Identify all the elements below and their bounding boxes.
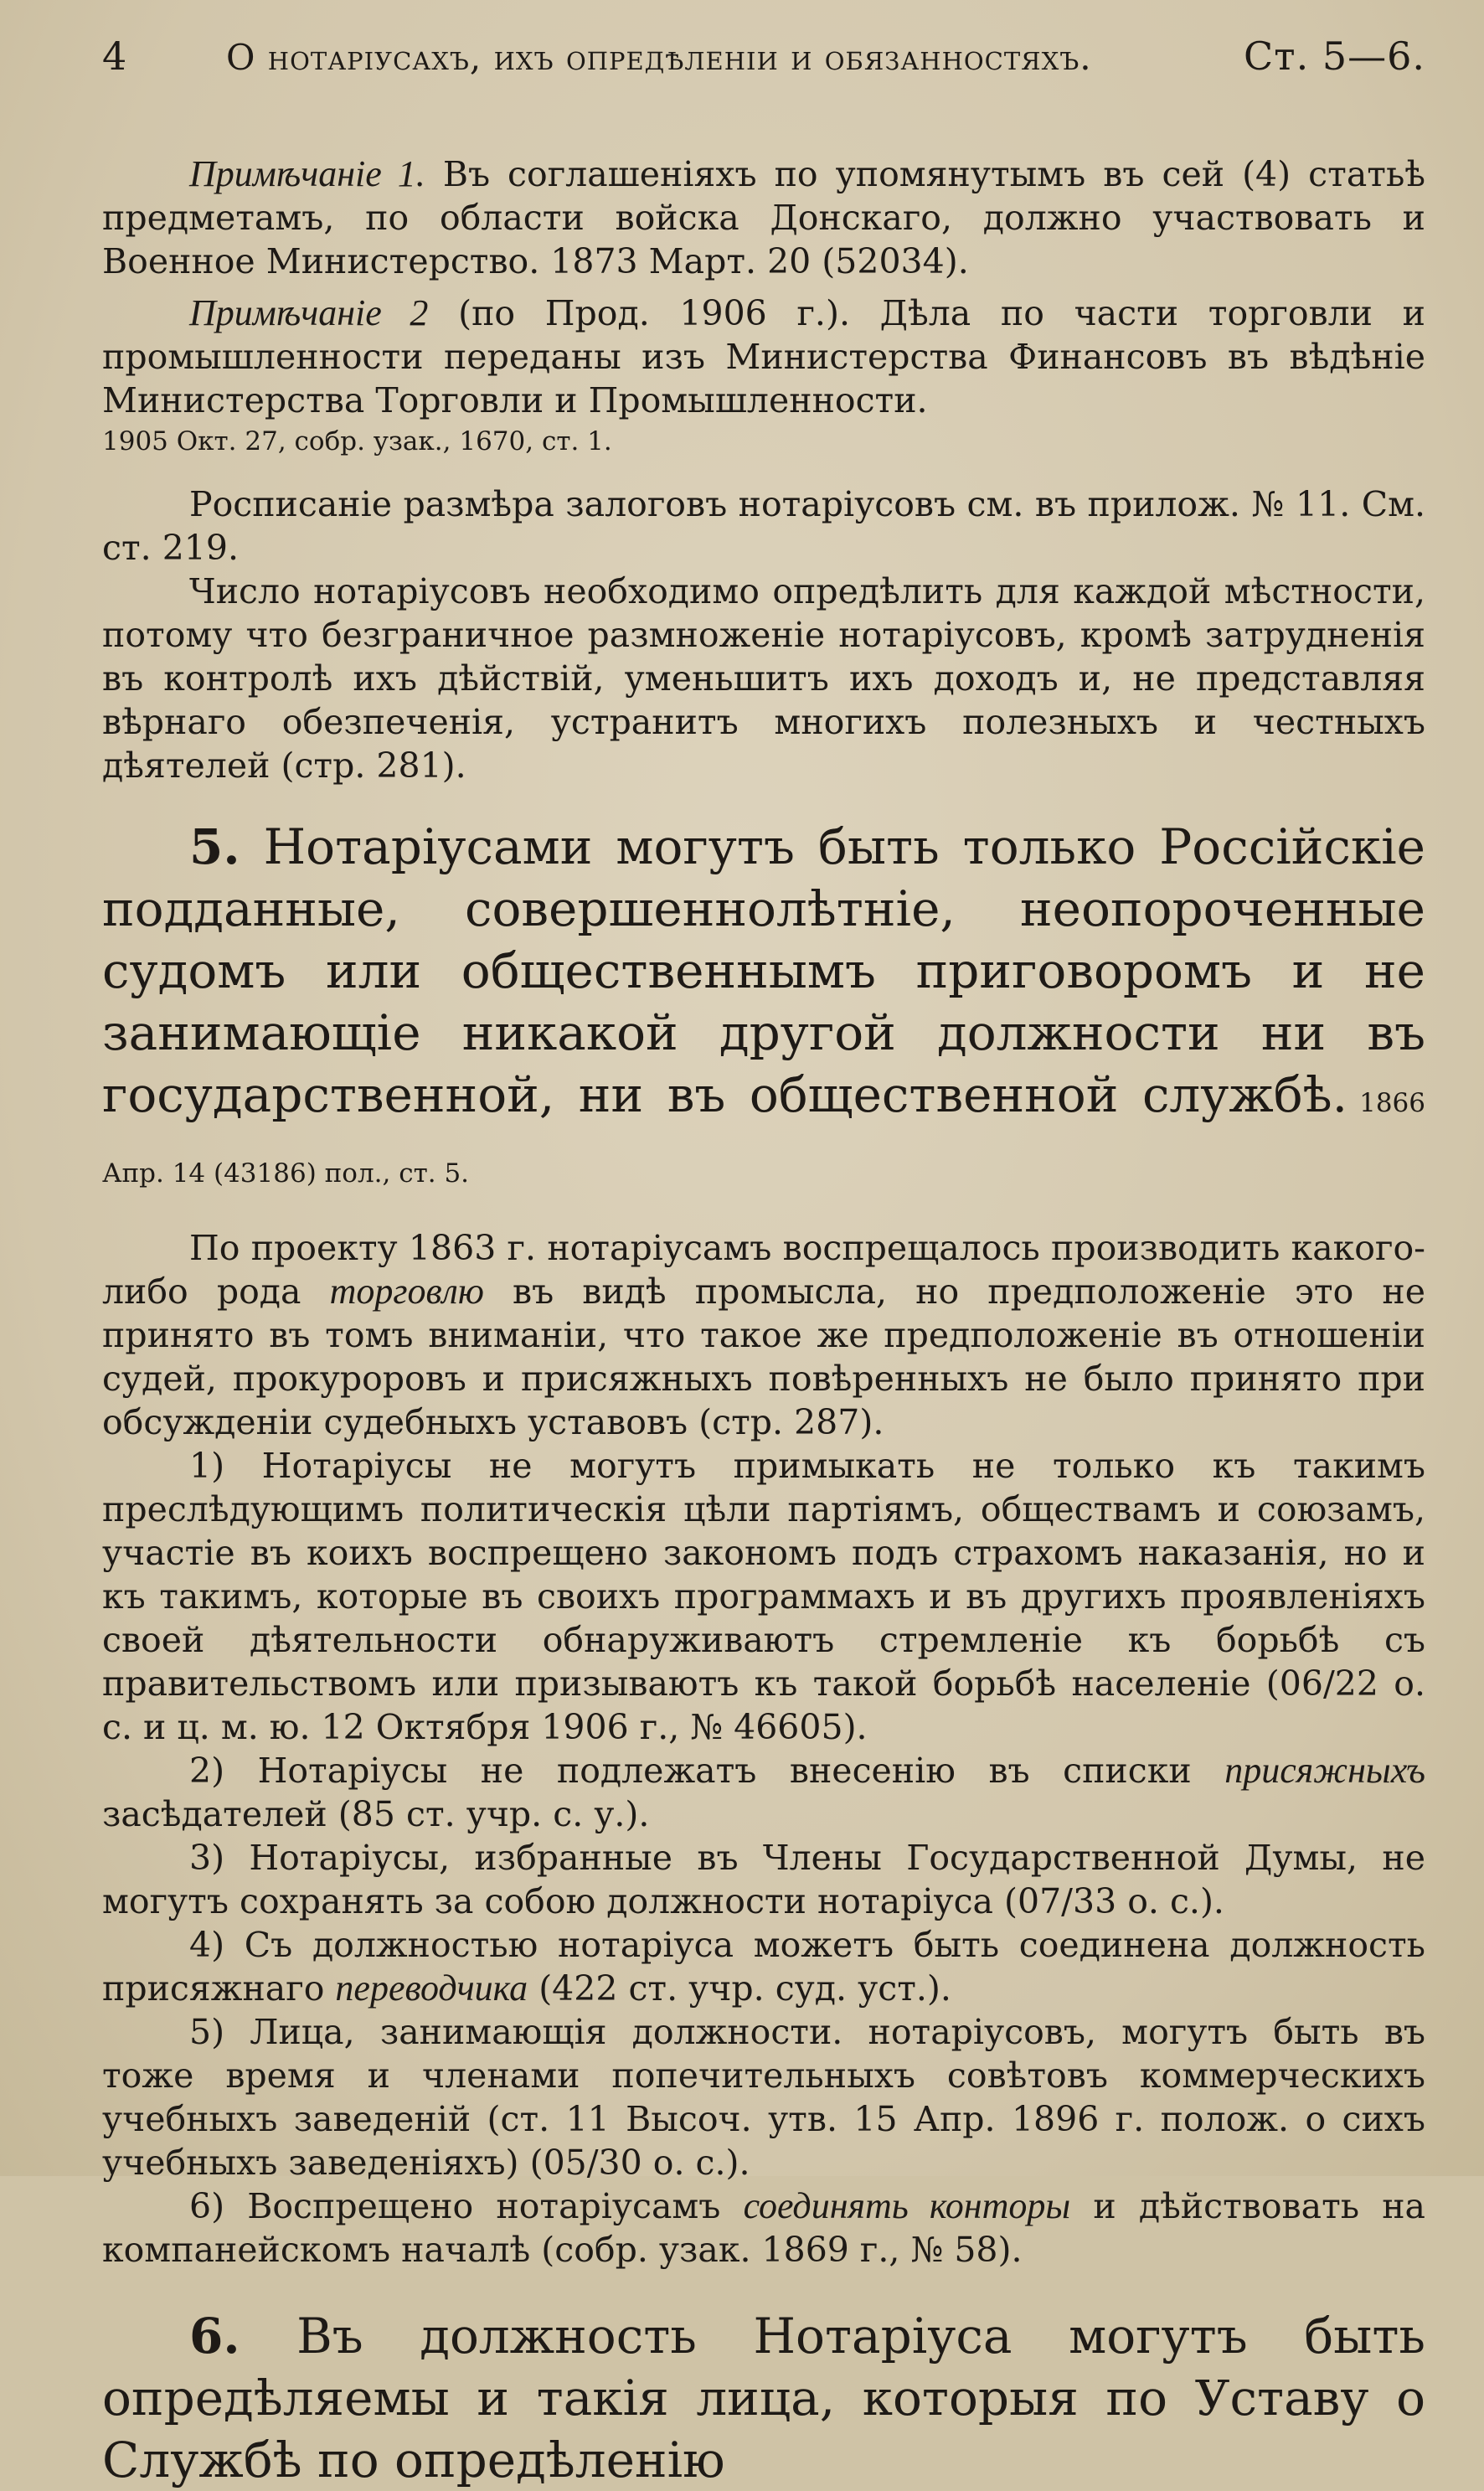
item-6-emphasis: соединять конторы <box>743 2185 1071 2226</box>
article-6-text: Въ должность Нотаріуса могутъ быть опредѣляемы и такія лица, которыя по Уставу о Службѣ по опредѣленію <box>102 2308 1425 2488</box>
note-1 <box>102 152 1425 283</box>
spacer <box>102 2272 1425 2305</box>
commentary-pledge-schedule: Росписаніе размѣра залоговъ нотаріусовъ см. въ прилож. № 11. См. ст. 219. <box>102 484 1425 568</box>
commentary-5-intro-rest: въ видѣ промысла, но предположеніе это не принято въ томъ вниманіи, что такое же предположеніе въ отношеніи судей, прокуроровъ и присяжныхъ повѣренныхъ не было принято при обсужденіи судебныхъ уставовъ (стр. 287). <box>102 1271 1425 1442</box>
note-1-text: Въ соглашеніяхъ по упомянутымъ въ сей (4) статьѣ предметамъ, по области войска Донскаго, должно участвовать и Военное Министерство. 1873 Март. 20 (52034). <box>102 154 1425 281</box>
note-2-citation: 1905 Окт. 27, собр. узак., 1670, ст. 1. <box>102 426 612 456</box>
commentary-notary-count: Число нотаріусовъ необходимо опредѣлить для каждой мѣстности, потому что безграничное размноженіе нотаріусовъ, кромѣ затрудненія въ контролѣ ихъ дѣйствій, уменьшитъ ихъ доходъ и, не представляя вѣрнаго обезпеченія, устранитъ многихъ полезныхъ и честныхъ дѣятелей (стр. 281). <box>102 571 1425 786</box>
commentary-5-item-2 <box>102 1749 1425 1836</box>
note-2-text: (по Прод. 1906 г.). Дѣла по части торговли и промышленности переданы изъ Министерства Финансовъ въ вѣдѣніе Министерства Торговли и Промышленности. <box>102 293 1425 420</box>
spacer <box>102 787 1425 816</box>
article-5-number: 5. <box>189 818 240 875</box>
page-number: 4 <box>102 34 128 79</box>
page-header <box>102 34 1425 79</box>
commentary-5-item-5: 5) Лица, занимающія должности. нотаріусовъ, могутъ быть въ тоже время и членами попечительныхъ совѣтовъ коммерческихъ учебныхъ заведеній (ст. 11 Высоч. утв. 15 Апр. 1896 г. полож. о сихъ учебныхъ заведеніяхъ) (05/30 о. с.). <box>102 2012 1425 2183</box>
article-5-text: Нотаріусами могутъ быть только Россійскіе подданные, совершеннолѣтніе, неопороченные судомъ или общественнымъ приговоромъ и не занимающіе никакой другой должности ни въ государственной, ни въ общественной службѣ. <box>102 818 1426 1123</box>
commentary-5-intro-emphasis: торговлю <box>329 1271 484 1312</box>
item-4-emphasis: переводчика <box>335 1968 528 2009</box>
spacer <box>102 1204 1425 1226</box>
commentary-5-item-3: 3) Нотаріусы, избранные въ Члены Государственной Думы, не могутъ сохранять за собою должности нотаріуса (07/33 о. с.). <box>102 1838 1425 1921</box>
commentary-5-intro <box>102 1226 1425 1444</box>
section-range: Ст. 5—6. <box>1243 34 1425 79</box>
note-1-label: Примѣчаніе 1. <box>189 153 425 194</box>
commentary-5-item-4 <box>102 1923 1425 2010</box>
spacer <box>102 461 1425 482</box>
item-2-text: 2) Нотаріусы не подлежатъ внесенію въ списки <box>189 1751 1225 1791</box>
note-2-label: Примѣчаніе 2 <box>189 292 429 333</box>
commentary-5-intro-text: По проекту 1863 г. нотаріусамъ воспрещалось производить какого-либо рода <box>102 1228 1425 1312</box>
article-5 <box>102 816 1425 1204</box>
item-2-rest: засѣдателей (85 ст. учр. с. у.). <box>102 1794 650 1834</box>
note-2 <box>102 291 1425 422</box>
item-4-text: 4) Съ должностью нотаріуса можетъ быть соединена должность присяжнаго <box>102 1925 1425 2009</box>
item-6-rest: и дѣйствовать на компанейскомъ началѣ (собр. узак. 1869 г., № 58). <box>102 2186 1426 2270</box>
commentary-5-item-6 <box>102 2184 1425 2272</box>
running-title: О нотаріусахъ, ихъ опредѣленіи и обязанностяхъ. <box>226 37 1092 78</box>
article-6 <box>102 2305 1425 2491</box>
item-6-text: 6) Воспрещено нотаріусамъ <box>189 2186 744 2226</box>
item-4-rest: (422 ст. учр. суд. уст.). <box>528 1968 951 2009</box>
article-6-number: 6. <box>189 2308 240 2365</box>
article-5-citation: 1866 Апр. 14 (43186) пол., ст. 5. <box>102 1088 1425 1189</box>
commentary-5-item-1: 1) Нотаріусы не могутъ примыкать не только къ такимъ преслѣдующимъ политическія цѣли партіямъ, обществамъ и союзамъ, участіе въ коихъ воспрещено закономъ подъ страхомъ наказанія, но и къ такимъ, которые въ своихъ программахъ и въ другихъ проявленіяхъ своей дѣятельности обнаруживаютъ стремленіе къ борьбѣ съ правительствомъ или призываютъ къ такой борьбѣ населеніе (06/22 о. с. и ц. м. ю. 12 Октября 1906 г., № 46605). <box>102 1446 1425 1747</box>
item-2-emphasis: присяжныхъ <box>1224 1750 1425 1791</box>
